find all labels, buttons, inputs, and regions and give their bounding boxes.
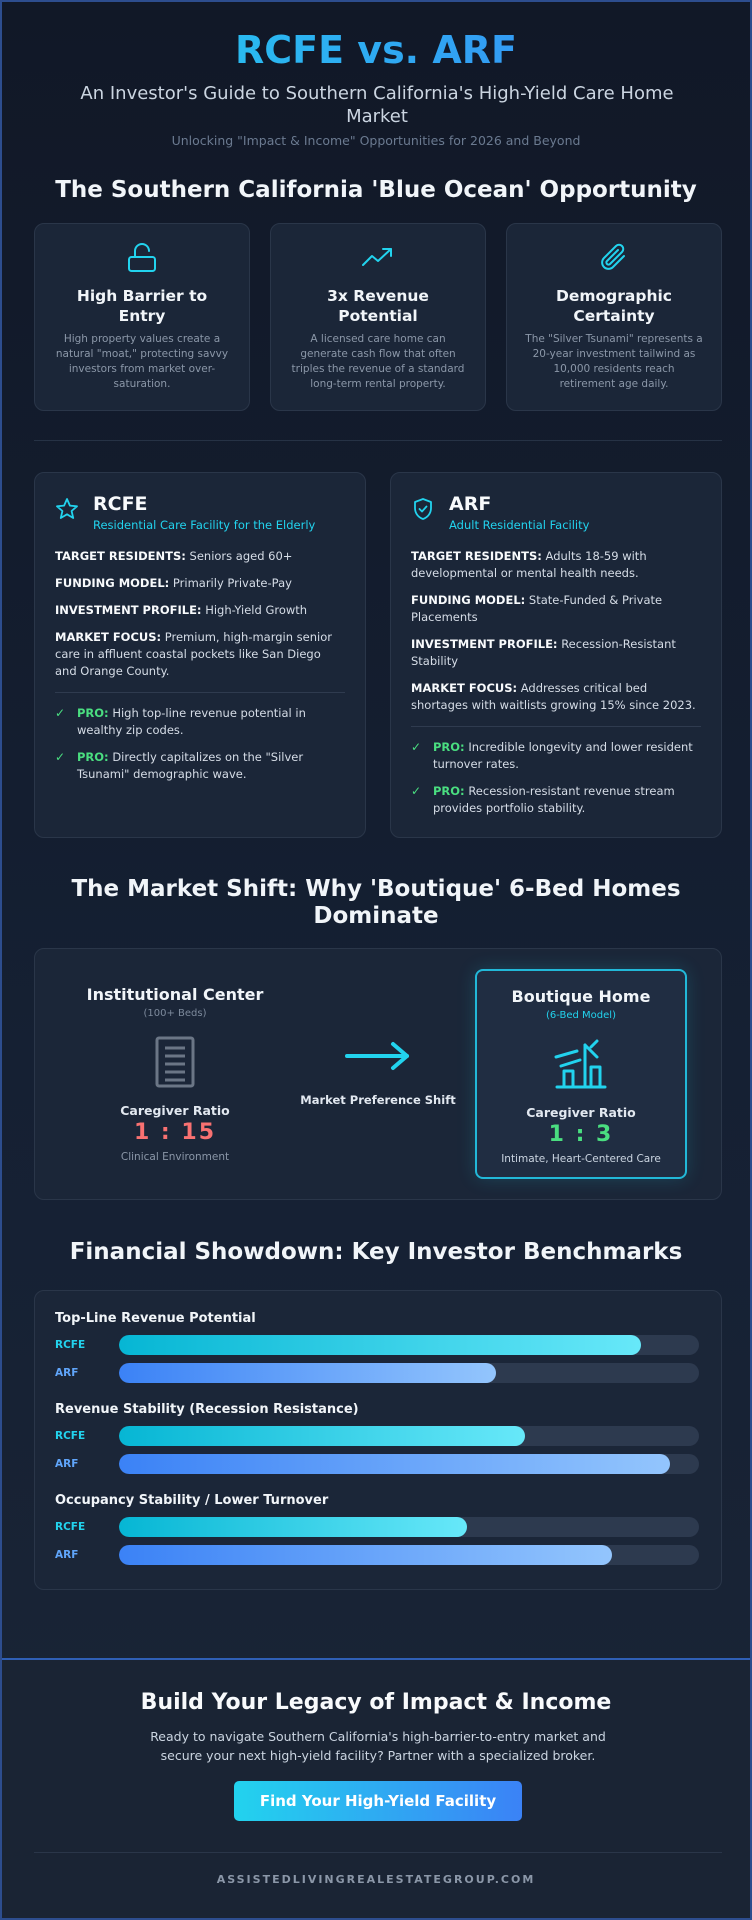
- bar-row-arf: [55, 1454, 701, 1474]
- institutional-ratio-label: Caregiver Ratio: [120, 1103, 230, 1118]
- check-icon: ✓: [55, 750, 66, 764]
- check-icon: ✓: [55, 706, 66, 720]
- boutique-subtitle: (6-Bed Model): [546, 1010, 616, 1021]
- card-separator: [411, 726, 701, 727]
- opportunity-section-title: The Southern California 'Blue Ocean' Opportunity: [55, 177, 697, 203]
- shield-check-icon: [411, 497, 435, 521]
- opportunity-card-desc: The "Silver Tsunami" represents a 20-year investment tailwind as 10,000 residents reach retirement age daily.: [525, 333, 703, 390]
- benchmark-revenue: [55, 1311, 701, 1383]
- page-subtitle: An Investor's Guide to Southern California's High-Yield Care Home Market: [80, 83, 674, 127]
- paperclip-icon: [596, 240, 632, 276]
- lock-icon: [124, 240, 160, 276]
- arf-card: [390, 472, 722, 838]
- arf-name: ARF: [449, 493, 492, 515]
- financial-benchmarks-panel: [34, 1290, 722, 1590]
- opportunity-card-desc: A licensed care home can generate cash flow that often triples the revenue of a standard long-term rental property.: [291, 333, 465, 390]
- rcfe-row-target: TARGET RESIDENTS: Seniors aged 60+: [55, 549, 293, 563]
- boutique-ratio-label: Caregiver Ratio: [526, 1105, 636, 1120]
- opportunity-card-title: Demographic Certainty: [555, 287, 672, 325]
- bar-fill-rcfe: [119, 1335, 641, 1355]
- bar-row-arf: [55, 1363, 701, 1383]
- rcfe-card: [34, 472, 366, 838]
- bar-label: RCFE: [55, 1521, 86, 1533]
- section-divider: [34, 440, 722, 441]
- footer-divider: [34, 1852, 722, 1853]
- footer-website[interactable]: ASSISTEDLIVINGREALESTATEGROUP.COM: [216, 1873, 536, 1886]
- bar-track: [119, 1517, 699, 1537]
- bar-track: [119, 1545, 699, 1565]
- boutique-ratio: 1 : 3: [548, 1122, 614, 1147]
- arf-pro-item: ✓ PRO: Incredible longevity and lower resident turnover rates.: [411, 740, 693, 771]
- bar-fill-arf: [119, 1363, 496, 1383]
- find-facility-button[interactable]: Find Your High-Yield Facility: [234, 1781, 522, 1821]
- home-icon: [553, 1037, 609, 1091]
- trend-up-icon: [360, 240, 396, 276]
- check-icon: ✓: [411, 740, 422, 754]
- opportunity-card-demographic: [506, 223, 722, 411]
- market-shift-arrow-group: [293, 1039, 463, 1107]
- arrow-right-icon: [343, 1039, 413, 1073]
- bar-track: [119, 1426, 699, 1446]
- bar-row-arf: [55, 1545, 701, 1565]
- page-tagline: Unlocking "Impact & Income" Opportunities for 2026 and Beyond: [171, 133, 581, 148]
- bar-row-rcfe: [55, 1517, 701, 1537]
- opportunity-card-revenue: [270, 223, 486, 411]
- market-shift-section-title: The Market Shift: Why 'Boutique' 6-Bed Homes Dominate: [71, 876, 681, 929]
- institutional-center-column: [69, 969, 281, 1179]
- boutique-title: Boutique Home: [511, 987, 651, 1006]
- institutional-footnote: Clinical Environment: [120, 1151, 230, 1163]
- boutique-footnote: Intimate, Heart-Centered Care: [501, 1153, 661, 1165]
- rcfe-name: RCFE: [93, 493, 148, 515]
- rcfe-full-name: Residential Care Facility for the Elderly: [93, 518, 316, 532]
- institutional-subtitle: (100+ Beds): [143, 1008, 207, 1019]
- financial-section-title: Financial Showdown: Key Investor Benchmarks: [69, 1239, 683, 1265]
- cta-text: Ready to navigate Southern California's high-barrier-to-entry market and secure your next high-yield facility? Partner with a specialized broker.: [150, 1729, 606, 1763]
- benchmark-title: Top-Line Revenue Potential: [55, 1311, 256, 1326]
- rcfe-pro-item: ✓ PRO: High top-line revenue potential in wealthy zip codes.: [55, 706, 306, 737]
- card-separator: [55, 692, 345, 693]
- bar-track: [119, 1454, 699, 1474]
- bar-label: RCFE: [55, 1430, 86, 1442]
- market-shift-panel: [34, 948, 722, 1200]
- bar-label: ARF: [55, 1549, 79, 1561]
- check-icon: ✓: [411, 784, 422, 798]
- market-shift-label: Market Preference Shift: [300, 1093, 456, 1107]
- arf-row-target: TARGET RESIDENTS: Adults 18-59 with developmental or mental health needs.: [411, 549, 647, 580]
- institutional-title: Institutional Center: [86, 985, 264, 1004]
- rcfe-pro-item: ✓ PRO: Directly capitalizes on the "Silver Tsunami" demographic wave.: [55, 750, 304, 781]
- benchmark-stability: [55, 1402, 701, 1474]
- bar-track: [119, 1335, 699, 1355]
- bar-label: ARF: [55, 1458, 79, 1470]
- star-icon: [55, 497, 79, 521]
- arf-row-profile: INVESTMENT PROFILE: Recession-Resistant Stability: [411, 637, 676, 668]
- arf-row-focus: MARKET FOCUS: Addresses critical bed shortages with waitlists growing 15% since 2023.: [411, 681, 696, 712]
- bar-fill-rcfe: [119, 1517, 467, 1537]
- building-icon: [151, 1035, 199, 1089]
- institutional-ratio: 1 : 15: [133, 1120, 217, 1145]
- bar-track: [119, 1363, 699, 1383]
- bar-label: RCFE: [55, 1339, 86, 1351]
- rcfe-row-focus: MARKET FOCUS: Premium, high-margin senior care in affluent coastal pockets like San Diego and Orange County.: [55, 630, 332, 678]
- benchmark-title: Occupancy Stability / Lower Turnover: [55, 1493, 329, 1508]
- opportunity-card-title: High Barrier to Entry: [76, 287, 208, 325]
- benchmark-occupancy: [55, 1493, 701, 1565]
- arf-pro-item: ✓ PRO: Recession-resistant revenue stream provides portfolio stability.: [411, 784, 675, 815]
- bar-label: ARF: [55, 1367, 79, 1379]
- arf-row-funding: FUNDING MODEL: State-Funded & Private Placements: [411, 593, 663, 624]
- arf-full-name: Adult Residential Facility: [449, 518, 590, 532]
- opportunity-card-barrier: [34, 223, 250, 411]
- rcfe-row-funding: FUNDING MODEL: Primarily Private-Pay: [55, 576, 292, 590]
- benchmark-title: Revenue Stability (Recession Resistance): [55, 1402, 359, 1417]
- bar-row-rcfe: [55, 1426, 701, 1446]
- bar-row-rcfe: [55, 1335, 701, 1355]
- bar-fill-rcfe: [119, 1426, 525, 1446]
- cta-title: Build Your Legacy of Impact & Income: [140, 1690, 612, 1715]
- boutique-home-column: [475, 969, 687, 1179]
- opportunity-card-desc: High property values create a natural "moat," protecting savvy investors from market over-saturation.: [55, 333, 229, 390]
- rcfe-row-profile: INVESTMENT PROFILE: High-Yield Growth: [55, 603, 308, 617]
- opportunity-card-title: 3x Revenue Potential: [327, 287, 429, 325]
- bar-fill-arf: [119, 1545, 612, 1565]
- bar-fill-arf: [119, 1454, 670, 1474]
- page-title: RCFE vs. ARF: [2, 28, 750, 72]
